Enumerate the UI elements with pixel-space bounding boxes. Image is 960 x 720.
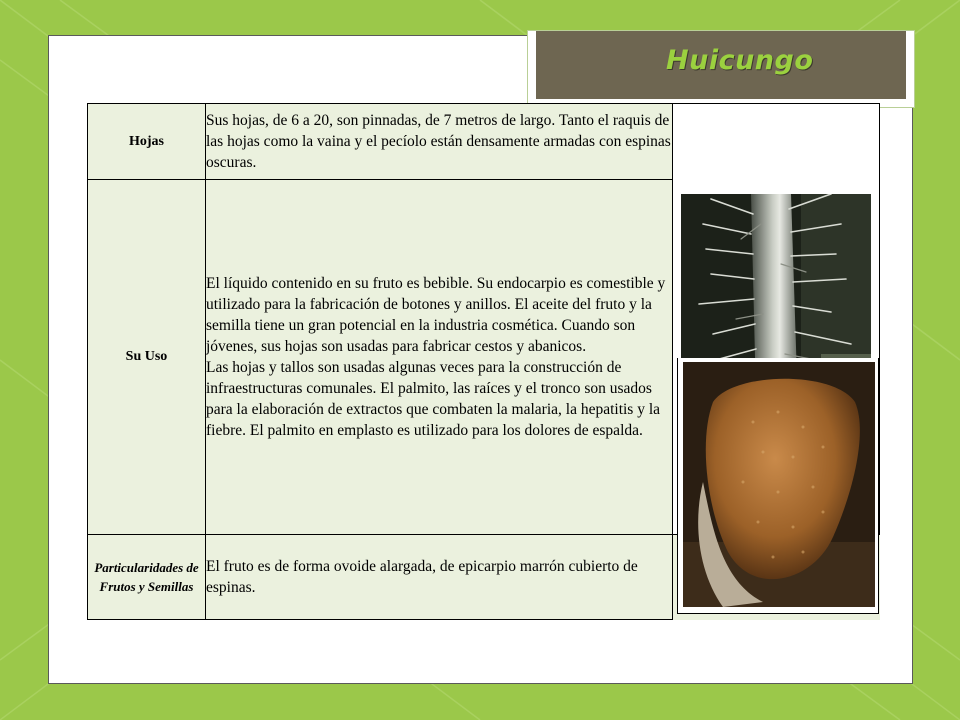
row-text-uso (206, 180, 673, 535)
table-row (88, 104, 880, 180)
photo-cell-fruit (677, 358, 879, 614)
row-label-uso: Su Uso (88, 180, 206, 535)
row-text-frutos: El fruto es de forma ovoide alargada, de epicarpio marrón cubierto de espinas. (206, 535, 673, 620)
uso-paragraph-2: Las hojas y tallos son usadas algunas veces para la construcción de infraestructuras comunales. El palmito, las raíces y el tronco son usados para la elaboración de extractos que combaten la malaria, la hepatitis y la fiebre. El palmito en emplasto es utilizado para los dolores de espalda. (206, 359, 661, 439)
slide-title: Huicungo (666, 45, 814, 76)
uso-paragraph-1: El líquido contenido en su fruto es bebible. Su endocarpio es comestible y utilizado para la fabricación de botones y anillos. El aceite del fruto y la semilla tiene un gran potencial en la industria cosmética. Cuando son jóvenes, sus hojas son usadas para fabricar cestos y abanicos. (206, 275, 666, 355)
row-text-hojas: Sus hojas, de 6 a 20, son pinnadas, de 7 metros de largo. Tanto el raquis de las hojas como la vaina y el pecíolo están densamente armadas con espinas oscuras. (206, 104, 673, 180)
row-label-hojas: Hojas (88, 104, 206, 180)
row-label-frutos: Particularidades de Frutos y Semillas (88, 535, 206, 620)
title-box (536, 31, 906, 99)
title-frame (527, 30, 915, 108)
fruit-photo (683, 362, 875, 607)
